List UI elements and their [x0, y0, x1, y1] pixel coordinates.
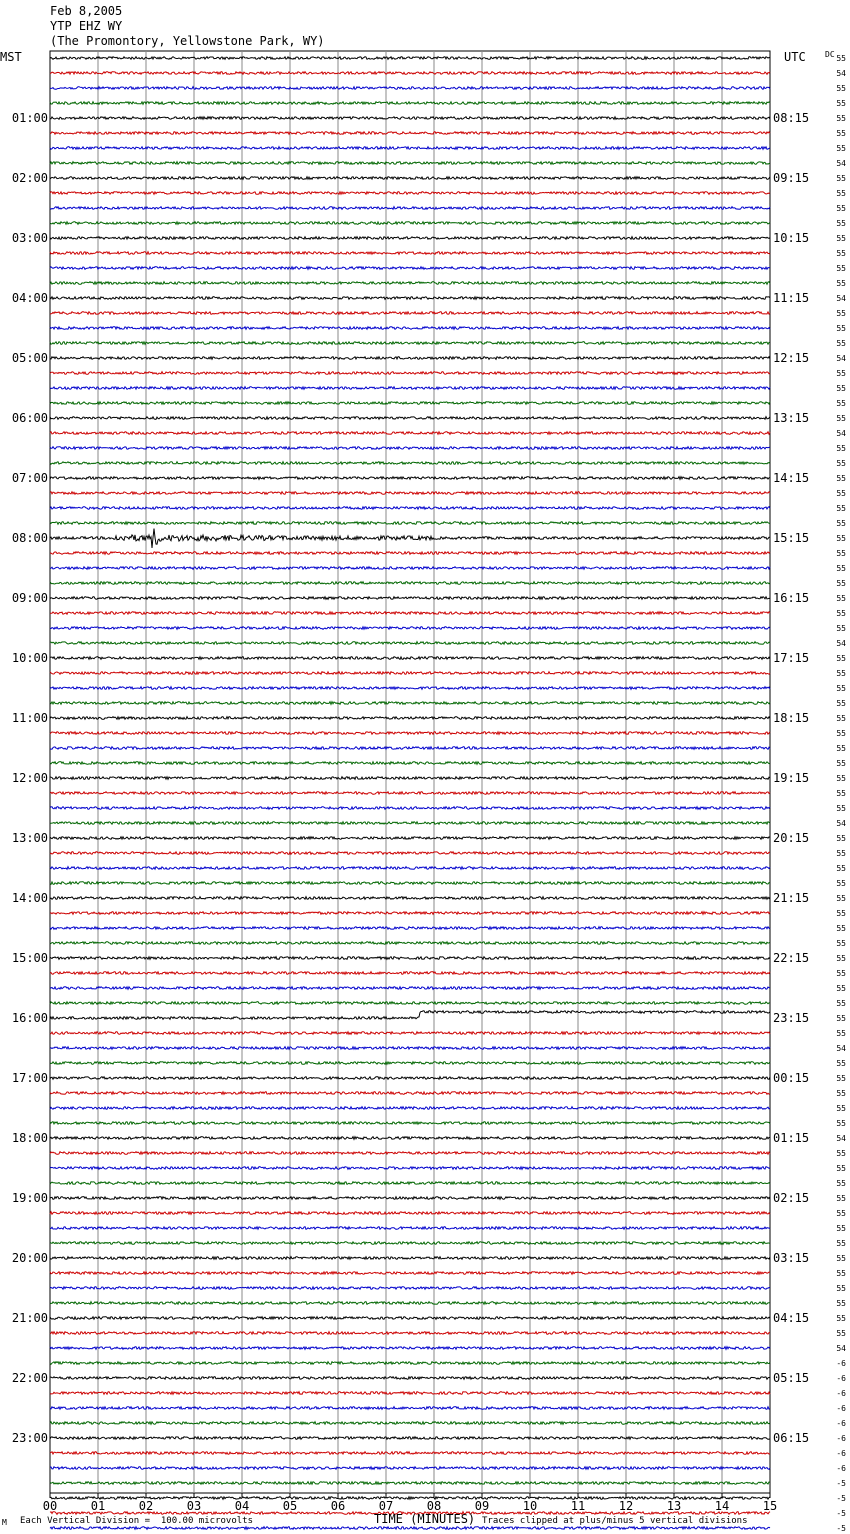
dc-offset-label: -6 — [836, 1434, 846, 1443]
utc-hour-label: 18:15 — [773, 711, 810, 725]
mst-hour-label: 12:00 — [11, 771, 48, 785]
seismic-trace — [50, 1272, 770, 1275]
seismic-trace — [50, 1422, 770, 1425]
seismic-trace — [50, 297, 770, 300]
dc-offset-label: 55 — [836, 474, 846, 483]
seismic-trace — [50, 1032, 770, 1035]
mst-hour-label: 22:00 — [11, 1371, 48, 1385]
mst-hour-label: 14:00 — [11, 891, 48, 905]
plot-date: Feb 8,2005 — [50, 4, 123, 18]
dc-offset-label: 55 — [836, 654, 846, 663]
utc-hour-label: 04:15 — [773, 1311, 810, 1325]
mst-hour-label: 01:00 — [11, 111, 48, 125]
dc-offset-label: 55 — [836, 729, 846, 738]
seismic-trace — [50, 102, 770, 105]
seismic-trace — [50, 312, 770, 315]
seismic-trace — [50, 447, 770, 450]
seismic-trace — [50, 402, 770, 405]
dc-offset-label: 55 — [836, 1149, 846, 1158]
dc-offset-label: 55 — [836, 309, 846, 318]
dc-offset-label: 55 — [836, 1284, 846, 1293]
utc-hour-label: 02:15 — [773, 1191, 810, 1205]
seismic-trace — [50, 522, 770, 525]
seismic-trace — [50, 222, 770, 225]
x-axis-label: TIME (MINUTES) — [374, 1512, 476, 1526]
seismic-trace — [50, 177, 770, 180]
x-tick-label: 03 — [186, 1499, 202, 1513]
seismic-trace — [50, 207, 770, 210]
dc-offset-label: -6 — [836, 1419, 846, 1428]
x-tick-label: 04 — [234, 1499, 250, 1513]
mst-hour-label: 23:00 — [11, 1431, 48, 1445]
seismic-trace — [50, 1137, 770, 1140]
seismic-trace — [50, 1287, 770, 1290]
dc-offset-label: 55 — [836, 489, 846, 498]
dc-offset-label: 55 — [836, 519, 846, 528]
utc-hour-label: 15:15 — [773, 531, 810, 545]
mst-hour-label: 20:00 — [11, 1251, 48, 1265]
seismic-trace — [50, 642, 770, 645]
seismic-trace — [50, 1377, 770, 1380]
x-tick-label: 01 — [90, 1499, 106, 1513]
seismic-trace — [50, 1257, 770, 1260]
seismic-trace — [50, 582, 770, 585]
seismic-trace — [50, 147, 770, 150]
seismic-trace — [50, 762, 770, 765]
seismic-trace — [50, 822, 770, 825]
seismic-trace — [50, 837, 770, 840]
mst-hour-label: 18:00 — [11, 1131, 48, 1145]
seismic-trace — [50, 132, 770, 135]
dc-offset-label: 55 — [836, 219, 846, 228]
seismic-trace — [50, 1362, 770, 1365]
dc-offset-label: -6 — [836, 1359, 846, 1368]
x-tick-label: 02 — [138, 1499, 154, 1513]
dc-offset-label: 54 — [836, 159, 846, 168]
seismic-trace — [50, 1497, 770, 1500]
scale-mark: M — [2, 1518, 7, 1527]
seismic-trace — [50, 252, 770, 255]
seismic-trace — [50, 372, 770, 375]
x-tick-label: 10 — [522, 1499, 538, 1513]
dc-offset-label: -6 — [836, 1464, 846, 1473]
x-tick-label: 00 — [42, 1499, 58, 1513]
seismic-trace — [50, 327, 770, 330]
seismic-trace — [50, 672, 770, 675]
seismic-trace — [50, 912, 770, 915]
seismic-trace — [50, 702, 770, 705]
seismic-trace — [50, 792, 770, 795]
seismic-trace — [50, 1392, 770, 1395]
x-tick-label: 05 — [282, 1499, 298, 1513]
seismic-trace — [50, 417, 770, 420]
dc-offset-label: 55 — [836, 1029, 846, 1038]
seismic-trace — [50, 957, 770, 960]
seismic-trace — [50, 777, 770, 780]
dc-offset-label: 55 — [836, 324, 846, 333]
dc-offset-label: 55 — [836, 684, 846, 693]
dc-offset-label: 55 — [836, 714, 846, 723]
dc-offset-label: 55 — [836, 909, 846, 918]
dc-offset-label: 55 — [836, 1329, 846, 1338]
seismic-trace — [50, 237, 770, 240]
dc-offset-label: 55 — [836, 594, 846, 603]
seismic-trace — [50, 492, 770, 495]
dc-offset-label: 54 — [836, 1044, 846, 1053]
seismic-trace — [50, 1317, 770, 1320]
seismic-trace — [50, 1122, 770, 1125]
dc-offset-label: 54 — [836, 819, 846, 828]
dc-offset-label: 54 — [836, 294, 846, 303]
seismic-trace — [50, 972, 770, 975]
seismic-trace — [50, 717, 770, 720]
seismic-trace — [50, 1062, 770, 1065]
dc-offset-label: 55 — [836, 999, 846, 1008]
dc-offset-label: 55 — [836, 1104, 846, 1113]
dc-axis-title: DC — [825, 50, 835, 59]
seismic-trace — [50, 627, 770, 630]
dc-offset-label: 55 — [836, 84, 846, 93]
seismic-trace — [50, 1227, 770, 1230]
dc-offset-label: 55 — [836, 1239, 846, 1248]
dc-offset-label: -5 — [836, 1494, 846, 1503]
dc-offset-label: 55 — [836, 894, 846, 903]
utc-hour-label: 23:15 — [773, 1011, 810, 1025]
dc-offset-label: 55 — [836, 1119, 846, 1128]
dc-offset-label: 55 — [836, 564, 846, 573]
dc-offset-label: 55 — [836, 114, 846, 123]
dc-offset-label: 55 — [836, 1179, 846, 1188]
mst-hour-label: 09:00 — [11, 591, 48, 605]
dc-offset-label: 55 — [836, 789, 846, 798]
utc-hour-label: 00:15 — [773, 1071, 810, 1085]
dc-offset-label: 55 — [836, 264, 846, 273]
x-tick-label: 13 — [666, 1499, 682, 1513]
x-tick-label: 11 — [570, 1499, 586, 1513]
seismic-trace — [50, 529, 770, 548]
dc-offset-label: 55 — [836, 609, 846, 618]
dc-offset-label: 55 — [836, 444, 846, 453]
dc-offset-label: 54 — [836, 1134, 846, 1143]
seismic-trace — [50, 1242, 770, 1245]
seismic-trace — [50, 597, 770, 600]
dc-offset-label: 55 — [836, 1089, 846, 1098]
dc-offset-label: 55 — [836, 879, 846, 888]
mst-hour-label: 21:00 — [11, 1311, 48, 1325]
dc-offset-label: 55 — [836, 759, 846, 768]
utc-hour-label: 12:15 — [773, 351, 810, 365]
utc-hour-label: 16:15 — [773, 591, 810, 605]
dc-offset-label: 55 — [836, 369, 846, 378]
x-tick-label: 15 — [762, 1499, 778, 1513]
seismic-trace — [50, 852, 770, 855]
utc-hour-label: 09:15 — [773, 171, 810, 185]
dc-offset-label: 55 — [836, 189, 846, 198]
dc-offset-label: 55 — [836, 1059, 846, 1068]
dc-offset-label: 55 — [836, 249, 846, 258]
mst-hour-label: 13:00 — [11, 831, 48, 845]
station-code: YTP EHZ WY — [50, 19, 123, 33]
mst-hour-label: 15:00 — [11, 951, 48, 965]
seismic-trace — [50, 1002, 770, 1005]
dc-offset-label: 55 — [836, 939, 846, 948]
dc-offset-label: 55 — [836, 1014, 846, 1023]
dc-offset-label: 55 — [836, 234, 846, 243]
dc-offset-label: 55 — [836, 1314, 846, 1323]
utc-hour-label: 08:15 — [773, 111, 810, 125]
seismic-trace — [50, 57, 770, 60]
x-tick-label: 14 — [714, 1499, 730, 1513]
seismic-trace — [50, 477, 770, 480]
seismic-trace — [50, 1047, 770, 1050]
axis-labels — [0, 50, 846, 1534]
dc-offset-label: 55 — [836, 54, 846, 63]
mst-hour-label: 06:00 — [11, 411, 48, 425]
seismic-trace — [50, 162, 770, 165]
seismic-trace — [50, 1107, 770, 1110]
utc-axis-title: UTC — [784, 50, 806, 64]
dc-offset-label: 55 — [836, 579, 846, 588]
dc-offset-label: -6 — [836, 1404, 846, 1413]
dc-offset-label: 55 — [836, 99, 846, 108]
seismic-trace — [50, 1182, 770, 1185]
x-tick-label: 07 — [378, 1499, 394, 1513]
seismic-trace — [50, 117, 770, 120]
dc-offset-label: 55 — [836, 804, 846, 813]
utc-hour-label: 05:15 — [773, 1371, 810, 1385]
utc-hour-label: 06:15 — [773, 1431, 810, 1445]
dc-offset-label: 55 — [836, 279, 846, 288]
seismic-trace — [50, 1092, 770, 1095]
seismic-trace — [50, 1167, 770, 1170]
dc-offset-label: 55 — [836, 144, 846, 153]
seismic-trace — [50, 567, 770, 570]
seismic-trace — [50, 942, 770, 945]
utc-hour-label: 19:15 — [773, 771, 810, 785]
mst-hour-label: 16:00 — [11, 1011, 48, 1025]
x-tick-label: 12 — [618, 1499, 634, 1513]
dc-offset-label: 55 — [836, 399, 846, 408]
seismic-trace — [50, 282, 770, 285]
seismic-trace — [50, 732, 770, 735]
dc-offset-label: 55 — [836, 1269, 846, 1278]
seismic-trace — [50, 1407, 770, 1410]
dc-offset-label: 55 — [836, 1194, 846, 1203]
dc-offset-label: -5 — [836, 1509, 846, 1518]
dc-offset-label: 55 — [836, 924, 846, 933]
seismic-trace — [50, 1011, 770, 1020]
dc-offset-label: -5 — [836, 1524, 846, 1533]
seismic-trace — [50, 1527, 770, 1530]
dc-offset-label: 55 — [836, 1224, 846, 1233]
dc-offset-label: 55 — [836, 699, 846, 708]
dc-offset-label: 55 — [836, 669, 846, 678]
dc-offset-label: 54 — [836, 69, 846, 78]
seismic-trace — [50, 1332, 770, 1335]
seismic-trace — [50, 1212, 770, 1215]
seismic-trace — [50, 72, 770, 75]
seismic-traces — [50, 57, 770, 1534]
mst-hour-label: 10:00 — [11, 651, 48, 665]
seismic-trace — [50, 1302, 770, 1305]
dc-offset-label: 54 — [836, 639, 846, 648]
x-tick-label: 08 — [426, 1499, 442, 1513]
mst-hour-label: 17:00 — [11, 1071, 48, 1085]
dc-offset-label: 55 — [836, 459, 846, 468]
mst-hour-label: 11:00 — [11, 711, 48, 725]
seismic-trace — [50, 1467, 770, 1470]
dc-offset-label: 55 — [836, 834, 846, 843]
station-location: (The Promontory, Yellowstone Park, WY) — [50, 34, 325, 48]
dc-offset-label: 55 — [836, 504, 846, 513]
dc-offset-label: -6 — [836, 1374, 846, 1383]
utc-hour-label: 21:15 — [773, 891, 810, 905]
mst-hour-label: 02:00 — [11, 171, 48, 185]
utc-hour-label: 20:15 — [773, 831, 810, 845]
dc-offset-label: 54 — [836, 1344, 846, 1353]
seismic-trace — [50, 1077, 770, 1080]
scale-note: Each Vertical Division = 100.00 microvolts — [20, 1516, 253, 1526]
dc-offset-label: 55 — [836, 414, 846, 423]
dc-offset-label: 55 — [836, 549, 846, 558]
mst-hour-label: 03:00 — [11, 231, 48, 245]
seismic-trace — [50, 387, 770, 390]
seismic-trace — [50, 687, 770, 690]
mst-hour-label: 07:00 — [11, 471, 48, 485]
dc-offset-label: 55 — [836, 864, 846, 873]
utc-hour-label: 10:15 — [773, 231, 810, 245]
seismic-trace — [50, 1452, 770, 1455]
dc-offset-label: -6 — [836, 1389, 846, 1398]
seismic-trace — [50, 882, 770, 885]
dc-offset-label: 55 — [836, 204, 846, 213]
seismic-trace — [50, 897, 770, 900]
seismic-trace — [50, 1437, 770, 1440]
seismic-trace — [50, 87, 770, 90]
seismic-trace — [50, 462, 770, 465]
mst-axis-title: MST — [0, 50, 22, 64]
seismic-trace — [50, 657, 770, 660]
seismic-trace — [50, 1347, 770, 1350]
utc-hour-label: 17:15 — [773, 651, 810, 665]
utc-hour-label: 03:15 — [773, 1251, 810, 1265]
dc-offset-label: -6 — [836, 1449, 846, 1458]
seismic-trace — [50, 1482, 770, 1485]
seismic-trace — [50, 1197, 770, 1200]
dc-offset-label: 55 — [836, 774, 846, 783]
seismic-trace — [50, 342, 770, 345]
dc-offset-label: 55 — [836, 744, 846, 753]
dc-offset-label: 54 — [836, 429, 846, 438]
dc-offset-label: 55 — [836, 954, 846, 963]
dc-offset-label: 55 — [836, 129, 846, 138]
seismic-trace — [50, 987, 770, 990]
x-tick-label: 06 — [330, 1499, 346, 1513]
utc-hour-label: 11:15 — [773, 291, 810, 305]
utc-hour-label: 01:15 — [773, 1131, 810, 1145]
seismic-trace — [50, 927, 770, 930]
dc-offset-label: 55 — [836, 1074, 846, 1083]
dc-offset-label: 55 — [836, 534, 846, 543]
seismic-trace — [50, 507, 770, 510]
seismic-trace — [50, 747, 770, 750]
dc-offset-label: 55 — [836, 1299, 846, 1308]
mst-hour-label: 05:00 — [11, 351, 48, 365]
dc-offset-label: 55 — [836, 384, 846, 393]
dc-offset-label: 55 — [836, 339, 846, 348]
utc-hour-label: 22:15 — [773, 951, 810, 965]
mst-hour-label: 08:00 — [11, 531, 48, 545]
mst-hour-label: 19:00 — [11, 1191, 48, 1205]
mst-hour-label: 04:00 — [11, 291, 48, 305]
clip-note: Traces clipped at plus/minus 5 vertical divisions — [482, 1516, 748, 1526]
seismic-trace — [50, 807, 770, 810]
dc-offset-label: 55 — [836, 174, 846, 183]
seismic-trace — [50, 867, 770, 870]
seismic-trace — [50, 192, 770, 195]
dc-offset-label: 55 — [836, 984, 846, 993]
seismic-trace — [50, 357, 770, 360]
seismic-trace — [50, 612, 770, 615]
seismic-trace — [50, 552, 770, 555]
dc-offset-label: 55 — [836, 849, 846, 858]
dc-offset-label: -5 — [836, 1479, 846, 1488]
dc-offset-label: 55 — [836, 624, 846, 633]
dc-offset-label: 55 — [836, 969, 846, 978]
utc-hour-label: 13:15 — [773, 411, 810, 425]
dc-offset-label: 55 — [836, 1209, 846, 1218]
seismic-trace — [50, 432, 770, 435]
x-tick-label: 09 — [474, 1499, 490, 1513]
utc-hour-label: 14:15 — [773, 471, 810, 485]
dc-offset-label: 55 — [836, 1164, 846, 1173]
seismic-trace — [50, 1152, 770, 1155]
seismic-trace — [50, 267, 770, 270]
dc-offset-label: 55 — [836, 1254, 846, 1263]
dc-offset-label: 54 — [836, 354, 846, 363]
